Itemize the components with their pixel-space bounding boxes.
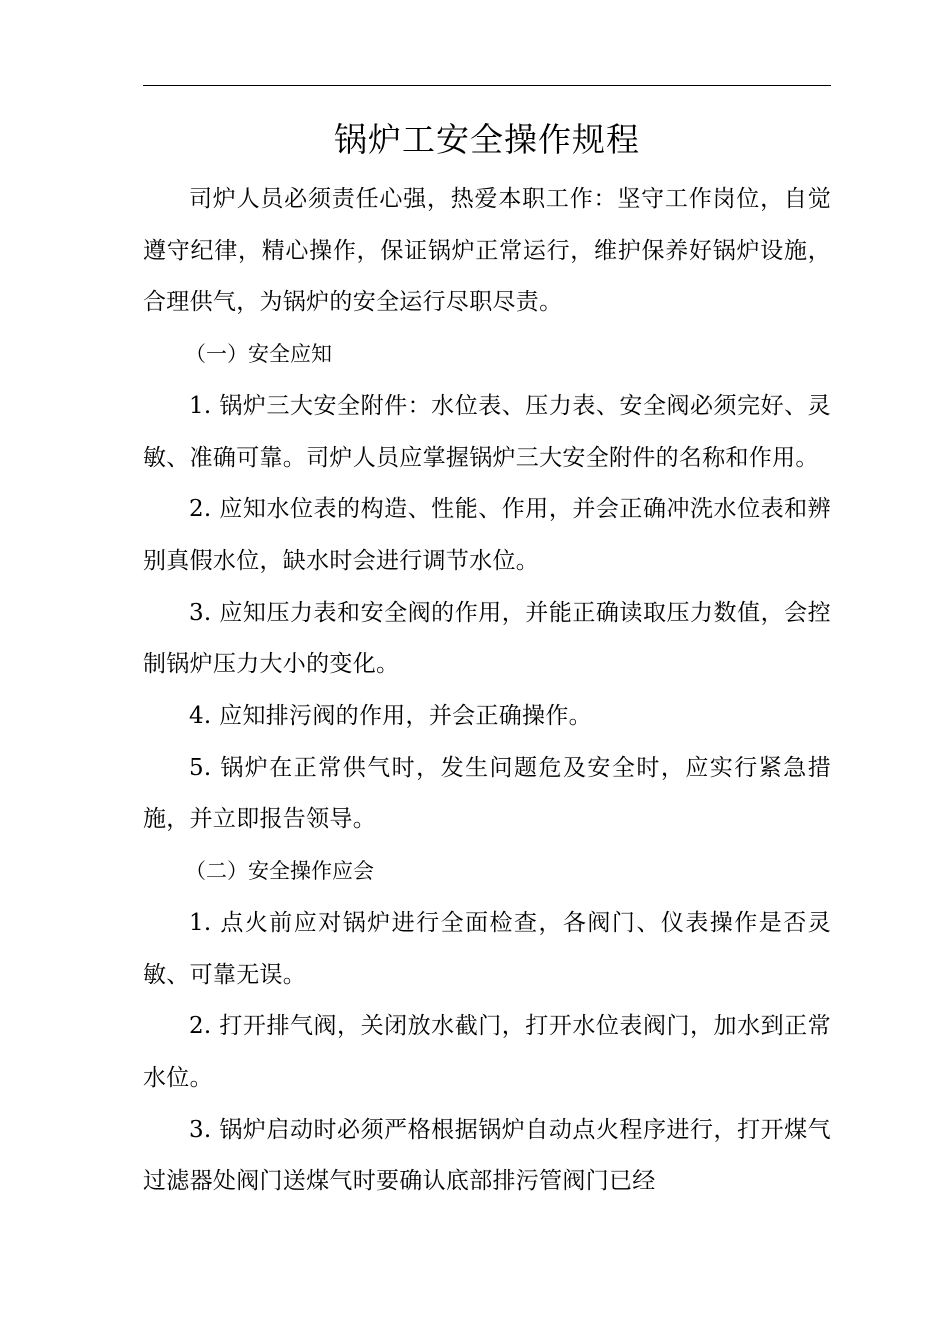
list-item: 2. 打开排气阀，关闭放水截门，打开水位表阀门，加水到正常水位。 bbox=[143, 1013, 831, 1091]
section-heading-2: （二）安全操作应会 bbox=[185, 859, 374, 884]
list-item: 2. 应知水位表的构造、性能、作用，并会正确冲洗水位表和辨别真假水位，缺水时会进行调节水位。 bbox=[143, 496, 831, 574]
section-heading-1: （一）安全应知 bbox=[185, 342, 332, 367]
list-item: 1. 锅炉三大安全附件：水位表、压力表、安全阀必须完好、灵敏、准确可靠。司炉人员应掌握锅炉三大安全附件的名称和作用。 bbox=[143, 392, 831, 471]
header-rule bbox=[143, 85, 831, 86]
list-item: 5. 锅炉在正常供气时，发生问题危及安全时，应实行紧急措施，并立即报告领导。 bbox=[143, 754, 831, 833]
list-item: 3. 应知压力表和安全阀的作用，并能正确读取压力数值，会控制锅炉压力大小的变化。 bbox=[143, 599, 831, 678]
document-body bbox=[143, 174, 831, 1208]
list-item: 3. 锅炉启动时必须严格根据锅炉自动点火程序进行，打开煤气过滤器处阀门送煤气时要确认底部排污管阀门已经 bbox=[143, 1116, 831, 1195]
list-item: 1. 点火前应对锅炉进行全面检查，各阀门、仪表操作是否灵敏、可靠无误。 bbox=[143, 909, 831, 988]
page-title: 锅炉工安全操作规程 bbox=[334, 120, 640, 159]
intro-paragraph: 司炉人员必须责任心强，热爱本职工作：坚守工作岗位，自觉遵守纪律，精心操作，保证锅炉正常运行，维护保养好锅炉设施，合理供气，为锅炉的安全运行尽职尽责。 bbox=[143, 186, 831, 316]
list-item: 4. 应知排污阀的作用，并会正确操作。 bbox=[189, 703, 592, 730]
